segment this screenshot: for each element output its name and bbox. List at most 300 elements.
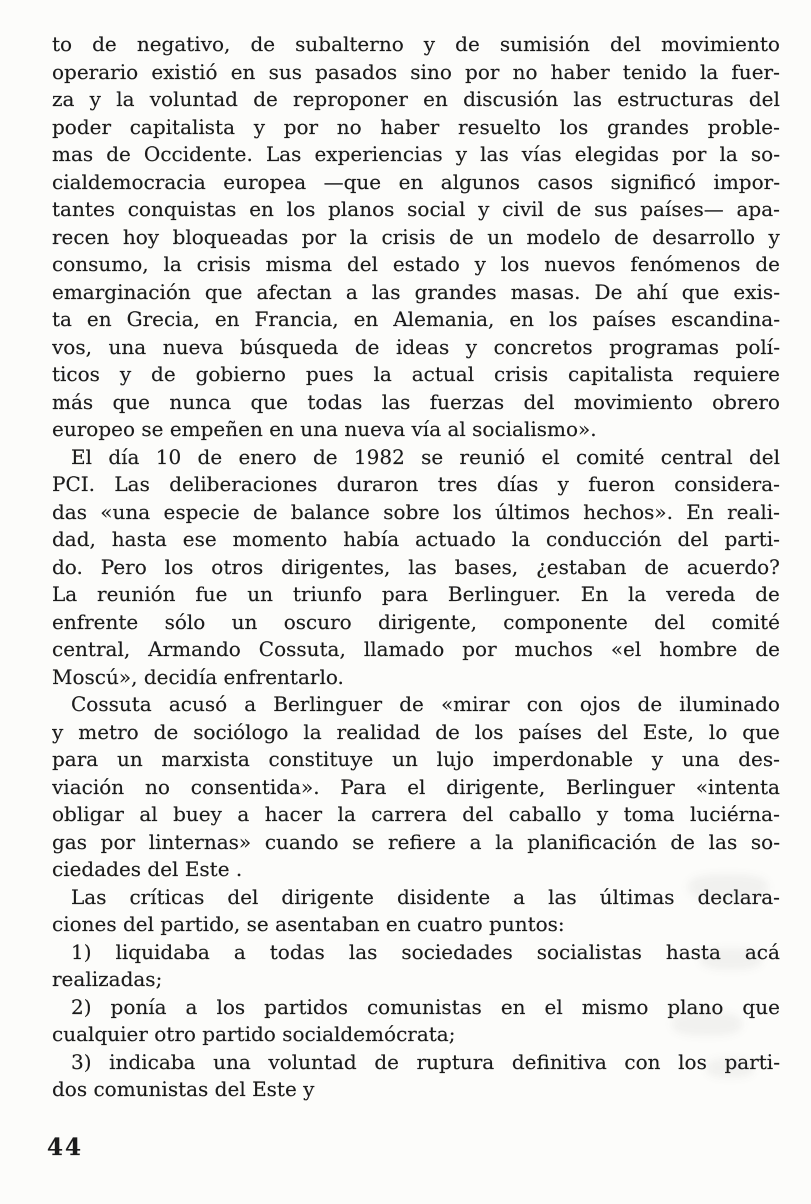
word: las (408, 554, 437, 579)
word: central (660, 444, 733, 469)
word: que (250, 389, 289, 414)
word: bloqueadas (172, 224, 289, 249)
word: ruptura (416, 1049, 495, 1074)
word: metro (78, 719, 139, 744)
word: conquistas (127, 197, 237, 221)
word: lo (708, 719, 728, 744)
word: del (748, 87, 780, 111)
word: dirigente, (378, 609, 477, 634)
word: a (469, 829, 482, 854)
word: de (435, 719, 460, 744)
word: del (748, 444, 780, 469)
word: civil (502, 197, 544, 221)
word: estructuras (617, 87, 734, 111)
word: todas (269, 939, 325, 964)
word: tenido (622, 59, 687, 84)
word: en (398, 169, 424, 194)
word: en (353, 307, 379, 331)
word: los (286, 197, 316, 221)
word: a (233, 939, 246, 964)
word: 1) (71, 939, 92, 964)
word: que (742, 719, 780, 744)
word: de (755, 252, 780, 276)
word: consumo, (52, 252, 149, 276)
text-line (52, 746, 780, 774)
word: de (614, 224, 639, 249)
word: fuer- (731, 59, 780, 84)
word: una (213, 1049, 251, 1074)
word: voluntad (268, 1049, 357, 1074)
word: PCI. (52, 472, 96, 496)
word: negativo, (136, 32, 231, 56)
word: una (681, 747, 720, 771)
word: la (719, 142, 738, 166)
paragraph (52, 994, 780, 1049)
word: del (227, 884, 259, 909)
word: las (381, 389, 411, 414)
word: países (592, 307, 657, 331)
text-line (52, 444, 780, 472)
word: capitalista (129, 114, 236, 139)
word: el (541, 444, 560, 469)
word: 2) (71, 994, 92, 1019)
word: dad, (52, 527, 96, 551)
word: vías (521, 142, 562, 166)
word: exis- (733, 279, 780, 304)
word: y (557, 472, 569, 496)
text-line: realizadas; (52, 967, 163, 991)
word: socialistas (536, 939, 642, 964)
word: deliberaciones (169, 472, 318, 496)
text-line: cualquier otro partido socialdemócrata; (52, 1022, 456, 1046)
word: 3) (71, 1049, 92, 1074)
text-line (52, 499, 780, 527)
word: de (556, 197, 582, 221)
word: grandes (414, 279, 497, 304)
word: Las (265, 142, 302, 166)
word: za (52, 87, 75, 111)
word: por (301, 224, 337, 249)
word: Francia, (254, 307, 339, 331)
word: 10 (155, 444, 182, 469)
paragraph (52, 939, 780, 994)
word: acusó (168, 692, 228, 716)
text-line (52, 251, 780, 279)
text-line (52, 279, 780, 307)
word: más (52, 389, 94, 414)
paragraph (52, 31, 780, 444)
word: En (580, 582, 609, 606)
word: la (303, 719, 322, 744)
text-line (52, 471, 780, 499)
word: lujo (436, 747, 475, 771)
word: crisis (381, 224, 436, 249)
word: a (185, 994, 198, 1019)
word: gas (52, 829, 87, 854)
word: pasados (315, 59, 398, 84)
word: los (453, 499, 482, 524)
word: llamado (363, 637, 445, 661)
word: luciérna- (690, 802, 780, 826)
word: de (153, 719, 179, 744)
word: días (496, 472, 539, 496)
word: y (455, 142, 468, 166)
word: los (474, 719, 504, 744)
word: de (250, 32, 276, 56)
word: planificación (527, 829, 657, 854)
word: los (678, 1049, 707, 1074)
word: las (480, 142, 509, 166)
page-text (52, 31, 780, 1104)
word: al (139, 802, 158, 826)
word: Para (340, 774, 387, 799)
word: declara- (697, 884, 780, 909)
word: Berlinguer (566, 774, 675, 799)
word: de (374, 1049, 399, 1074)
word: «mirar (440, 692, 510, 716)
word: la (163, 252, 182, 276)
word: día (108, 444, 140, 469)
text-line (52, 1049, 780, 1077)
word: subalterno (295, 32, 404, 56)
word: constituye (268, 747, 374, 771)
word: reproponer (293, 87, 408, 111)
text-line (52, 306, 780, 334)
word: la (349, 224, 368, 249)
word: sobre (383, 499, 440, 524)
word: fue (195, 582, 228, 606)
word: significó (610, 169, 696, 194)
text-line (52, 939, 780, 967)
word: para (52, 747, 99, 771)
word: del (346, 252, 378, 276)
text-line (52, 884, 780, 912)
word: acuerdo? (686, 554, 780, 579)
word: sus (594, 197, 628, 221)
text-line: dos comunistas del Este y (52, 1077, 315, 1101)
text-line (52, 141, 780, 169)
word: muchos (514, 637, 593, 661)
word: Las (71, 884, 107, 909)
word: mas (52, 142, 94, 166)
word: un (392, 747, 418, 771)
word: había (343, 527, 400, 551)
word: fueron (588, 472, 655, 496)
word: de (92, 32, 117, 56)
word: De (594, 279, 623, 304)
word: en (230, 59, 256, 84)
word: de (151, 362, 176, 386)
word: por (100, 829, 136, 854)
word: cuando (264, 829, 339, 854)
word: concretos (493, 334, 593, 359)
word: operario (52, 59, 139, 84)
text-line (52, 691, 780, 719)
word: do. (52, 554, 83, 579)
word: de (253, 87, 278, 111)
word: fuerzas (429, 389, 505, 414)
text-line (52, 636, 780, 664)
text-line (52, 526, 780, 554)
word: fenómenos (630, 252, 741, 276)
word: ¿estaban (536, 554, 627, 579)
word: el (407, 774, 426, 799)
word: conducción (546, 527, 662, 551)
word: proble- (707, 114, 780, 139)
word: hechos». (583, 499, 673, 524)
word: apa- (736, 197, 780, 221)
word: en (249, 197, 274, 221)
word: vos, (52, 334, 92, 359)
word: ahí (636, 279, 668, 304)
word: ponía (110, 994, 167, 1019)
word: por (672, 142, 707, 166)
word: comité (576, 444, 645, 469)
word: de (755, 582, 780, 606)
word: El (71, 444, 92, 469)
word: y (89, 87, 101, 111)
word: con (624, 1049, 661, 1074)
word: discusión (463, 87, 559, 111)
word: reunión (97, 582, 176, 606)
word: actual (411, 362, 475, 386)
word: con (526, 692, 563, 716)
text-line (52, 31, 780, 59)
word: bases, (454, 554, 519, 579)
text-line (52, 334, 780, 362)
word: actuado (415, 527, 496, 551)
word: europea (223, 169, 307, 194)
word: por (462, 637, 497, 661)
word: indicaba (109, 1049, 196, 1074)
word: haber (550, 59, 610, 84)
word: del (523, 389, 555, 414)
word: últimas (599, 884, 675, 909)
word: refiere (388, 829, 456, 854)
word: acá (744, 939, 780, 964)
word: no (336, 114, 362, 139)
word: Berlinguer (273, 692, 383, 716)
word: enero (238, 444, 297, 469)
word: las (573, 87, 603, 111)
word: los (164, 554, 194, 579)
word: masas. (510, 279, 581, 304)
word: realidad (336, 719, 421, 744)
word: hoy (122, 224, 160, 249)
word: reali- (727, 499, 780, 524)
word: ta (52, 307, 72, 331)
word: vereda (666, 582, 736, 606)
word: balance (290, 499, 370, 524)
word: reunió (459, 444, 526, 469)
word: que (204, 279, 243, 304)
word: central, (52, 637, 131, 661)
text-line (52, 114, 780, 142)
word: en (423, 87, 448, 111)
word: y (52, 719, 64, 744)
word: ideas (395, 334, 450, 359)
text-line (52, 829, 780, 857)
word: dirigente (281, 884, 374, 909)
word: las (548, 884, 577, 909)
word: componente (503, 609, 628, 634)
word: Alemania, (393, 307, 495, 331)
text-line (52, 389, 780, 417)
word: Este, (642, 719, 694, 744)
word: las (371, 279, 401, 304)
word: a (513, 884, 526, 909)
word: desarrollo (652, 224, 756, 249)
word: del (609, 32, 642, 56)
text-line (52, 224, 780, 252)
word: y (768, 224, 780, 249)
word: en (500, 994, 526, 1019)
paragraph (52, 884, 780, 939)
word: nuevos (544, 252, 616, 276)
word: haber (380, 114, 440, 139)
word: Pero (100, 554, 147, 579)
word: definitiva (511, 1049, 607, 1074)
word: de (755, 637, 780, 661)
text-line: Moscú», decidía enfrentarlo. (52, 664, 344, 689)
word: so- (750, 829, 780, 854)
word: de (670, 829, 695, 854)
word: to (52, 32, 73, 56)
word: comité (711, 609, 780, 634)
word: y (478, 197, 490, 221)
word: por (465, 59, 500, 84)
word: Cossuta, (258, 637, 346, 661)
text-line (52, 719, 780, 747)
word: escandina- (671, 307, 780, 331)
word: de (637, 692, 663, 716)
word: linternas» (148, 829, 252, 854)
word: que (112, 389, 151, 414)
word: los (500, 252, 530, 276)
word: de (197, 444, 223, 469)
word: sumisión (499, 32, 590, 56)
text-line (52, 609, 780, 637)
word: ojos (579, 692, 621, 716)
word: «intenta (695, 774, 780, 799)
word: so- (750, 142, 780, 166)
paragraph (52, 444, 780, 692)
paragraph (52, 691, 780, 884)
word: de (455, 32, 480, 56)
word: países (518, 719, 582, 744)
word: —que (323, 169, 382, 194)
word: la (373, 362, 392, 386)
word: mismo (581, 994, 649, 1019)
text-line (52, 581, 780, 609)
word: de (644, 554, 670, 579)
word: consentida». (190, 774, 320, 799)
word: programas (609, 334, 720, 359)
word: hombre (659, 637, 738, 661)
word: parti- (724, 527, 780, 551)
word: voluntad (149, 87, 238, 111)
word: de (354, 334, 380, 359)
word: liquidaba (115, 939, 210, 964)
word: resuelto (458, 114, 541, 139)
word: toma (623, 802, 675, 826)
paragraph (52, 1049, 780, 1104)
word: los (548, 307, 578, 331)
word: países— (640, 197, 724, 221)
text-line (52, 86, 780, 114)
word: social (407, 197, 466, 221)
word: disidente (396, 884, 491, 909)
word: recen (52, 224, 110, 249)
word: en (86, 307, 112, 331)
word: un (247, 582, 274, 606)
word: hasta (111, 527, 167, 551)
text-line (52, 801, 780, 829)
word: en (214, 307, 240, 331)
word: Las (114, 472, 150, 496)
word: y (596, 802, 609, 826)
word: se (352, 829, 375, 854)
word: casos (537, 169, 594, 194)
word: emarginación (52, 279, 191, 304)
word: carrera (371, 802, 447, 826)
word: Cossuta (71, 692, 152, 716)
word: caballo (508, 802, 582, 826)
word: que (681, 279, 720, 304)
word: y (253, 114, 266, 139)
text-line: ciedades del Este . (52, 857, 243, 881)
word: la (628, 582, 647, 606)
word: considera- (674, 472, 780, 496)
text-line (52, 196, 780, 224)
word: capitalista (568, 362, 674, 386)
word: das (52, 499, 87, 524)
word: ese (182, 527, 217, 551)
word: y (474, 252, 486, 276)
word: dirigente, (446, 774, 546, 799)
word: búsqueda (240, 334, 339, 359)
text-line (52, 169, 780, 197)
word: crisis (196, 252, 251, 276)
word: «una (100, 499, 151, 524)
word: afectan (256, 279, 332, 304)
word: la (699, 59, 719, 84)
word: sus (268, 59, 302, 84)
word: no (512, 59, 538, 84)
word: la (495, 829, 514, 854)
word: polí- (735, 334, 780, 359)
word: del (596, 719, 628, 744)
word: una (108, 334, 147, 359)
word: del (677, 527, 709, 551)
word: marxista (161, 747, 250, 771)
text-line (52, 994, 780, 1022)
word: Berlinguer. (447, 582, 561, 606)
word: 1982 (353, 444, 405, 469)
word: a (345, 279, 358, 304)
word: a (244, 692, 257, 716)
word: parti- (724, 1049, 780, 1074)
word: sociólogo (193, 719, 289, 744)
word: obrero (712, 389, 780, 414)
word: de (252, 499, 278, 524)
word: otros (211, 554, 264, 579)
word: gobierno (195, 362, 286, 386)
word: especie (163, 499, 240, 524)
word: ticos (52, 362, 100, 386)
word: hacer (264, 802, 323, 826)
word: de (399, 692, 424, 716)
